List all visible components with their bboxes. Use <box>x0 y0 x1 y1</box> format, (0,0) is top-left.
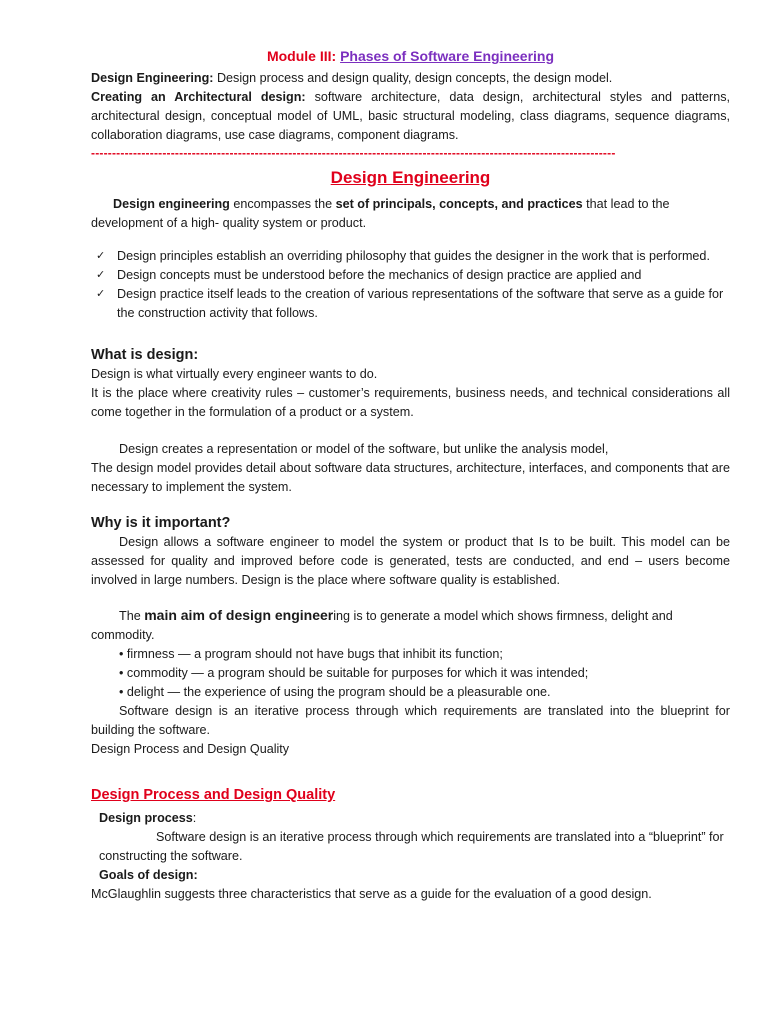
module-heading <box>91 46 730 66</box>
main-aim-paragraph <box>91 606 730 645</box>
section-title-design-engineering: Design Engineering <box>330 168 491 187</box>
design-engineering-intro <box>91 195 730 233</box>
design-process-label <box>91 809 730 828</box>
bullet-item: • commodity — a program should be suitable for purposes for which it was intended; <box>119 666 589 680</box>
main-aim-bullets <box>91 645 730 702</box>
goals-of-design-text: McGlaughlin suggests three characteristics that serve as a guide for the evaluation of a good design. <box>91 887 652 901</box>
syllabus-line-1 <box>91 69 730 88</box>
checklist-text: Design concepts must be understood before the mechanics of design practice are applied and <box>117 268 642 282</box>
syllabus-label-2: Creating an Architectural design: <box>91 90 306 104</box>
goals-of-design-label: Goals of design: <box>99 868 198 882</box>
checkmark-icon: ✓ <box>96 250 106 262</box>
bullet-item: • firmness — a program should not have bugs that inhibit its function; <box>119 647 503 661</box>
syllabus-label-1: Design Engineering: <box>91 71 214 85</box>
checklist-item <box>91 285 730 323</box>
spacer <box>91 422 730 440</box>
checklist-item <box>91 266 730 285</box>
heading-what-is-design: What is design: <box>91 347 199 363</box>
checklist-text: Design practice itself leads to the creation of various representations of the software that serve as a guide for the construction activity that follows. <box>117 287 724 320</box>
checkmark-icon: ✓ <box>96 269 106 281</box>
module-title: Phases of Software Engineering <box>340 48 555 64</box>
intro-text-2: that lead to the development of a high- quality system or product. <box>91 197 670 230</box>
main-aim-post: ing is to generate a model which shows firmness, delight and commodity. <box>91 609 673 642</box>
checkmark-icon: ✓ <box>96 288 106 300</box>
main-aim-bold: main aim of design engineer <box>144 607 334 623</box>
what-is-design-p3: Design creates a representation or model of the software, but unlike the analysis model, <box>119 442 609 456</box>
section-divider: ----------------------------------------------------------------------------------------------------------------------------- <box>91 146 616 160</box>
design-process-text: Software design is an iterative process through which requirements are translated into a “blueprint” for constructing the software. <box>99 830 724 863</box>
design-process-label-text: Design process <box>99 811 193 825</box>
why-important-p1: Design allows a software engineer to model the system or product that Is to be built. This model can be assessed for quality and improved before code is generated, tests are conducted, and end – users become involved in large numbers. Design is the place where software quality is established. <box>91 535 730 587</box>
what-is-design-p2: It is the place where creativity rules – customer’s requirements, business needs, and technical considerations all come together in the formulation of a product or a system. <box>91 386 730 419</box>
main-aim-pre: The <box>119 609 145 623</box>
iterative-process-paragraph: Software design is an iterative process through which requirements are translated into the blueprint for building the software. <box>91 704 730 737</box>
syllabus-text-1: Design process and design quality, design concepts, the design model. <box>213 71 613 85</box>
what-is-design-p1: Design is what virtually every engineer wants to do. <box>91 367 378 381</box>
intro-bold-2: set of principals, concepts, and practices <box>335 197 583 211</box>
syllabus-text-2: software architecture, data design, architectural styles and patterns, architectural design, conceptual model of UML, basic structural modeling, class diagrams, sequence diagrams, collaboration diagrams, use case diagrams, component diagrams. <box>91 90 731 142</box>
heading-process-quality: Design Process and Design Quality <box>91 787 336 803</box>
process-quality-line: Design Process and Design Quality <box>91 742 290 756</box>
design-process-colon: : <box>192 811 197 825</box>
document-page <box>91 46 730 904</box>
what-is-design-p4: The design model provides detail about software data structures, architecture, interfaces, and components that are necessary to implement the system. <box>91 461 730 494</box>
design-checklist <box>91 247 730 323</box>
heading-why-important: Why is it important? <box>91 515 231 531</box>
syllabus-line-2 <box>91 88 730 145</box>
checklist-item <box>91 247 730 266</box>
module-label: Module III: <box>266 48 337 64</box>
intro-bold-1: Design engineering <box>113 197 230 211</box>
checklist-text: Design principles establish an overriding philosophy that guides the designer in the work that is performed. <box>117 249 710 263</box>
intro-text-1: encompasses the <box>229 197 336 211</box>
bullet-item: • delight — the experience of using the program should be a pleasurable one. <box>119 685 551 699</box>
